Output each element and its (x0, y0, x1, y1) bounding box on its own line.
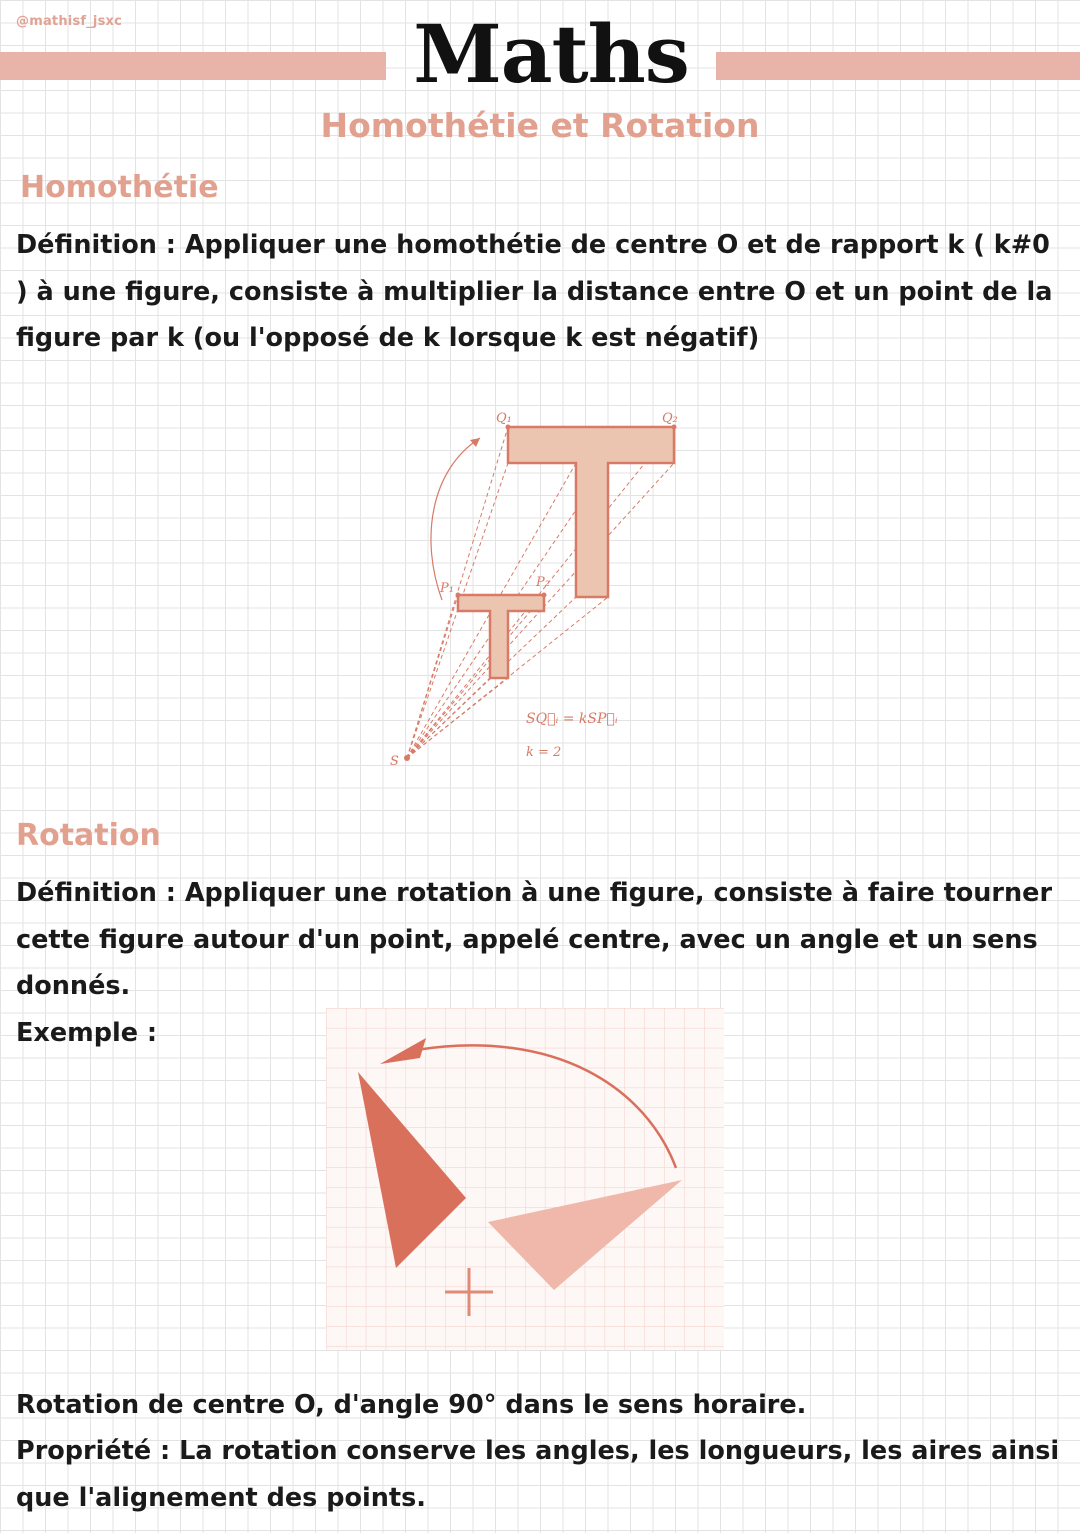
label-q1: Q₁ (496, 411, 512, 426)
curved-arrow-head (470, 438, 480, 447)
rotation-caption: Rotation de centre O, d'angle 90° dans le sens horaire. (16, 1390, 807, 1420)
homothety-figure (380, 400, 710, 780)
label-p1: P₁ (440, 581, 454, 596)
label-p2: P₂ (536, 575, 550, 590)
author-watermark: @mathisf_jsxc (16, 14, 123, 29)
ratio-label: k = 2 (526, 745, 562, 760)
vector-formula: SQ⃗ᵢ = kSP⃗ᵢ (526, 711, 618, 727)
rotation-property: Propriété : La rotation conserve les angles, les longueurs, les aires ainsi que l'alignement des points. (16, 1436, 1060, 1513)
curved-arrow (431, 438, 480, 600)
large-t-shape (508, 427, 674, 597)
page-subtitle: Homothétie et Rotation (320, 106, 760, 145)
header-bar-right (716, 52, 1080, 80)
header-bar-left (0, 52, 386, 80)
point-p2 (542, 593, 547, 598)
section-heading-homothetie: Homothétie (20, 170, 219, 205)
rotation-definition: Définition : Appliquer une rotation à une figure, consiste à faire tourner cette figure autour d'un point, appelé centre, avec un angle et un sens donnés. (16, 878, 1053, 1001)
page-title: Maths (413, 7, 689, 101)
example-label: Exemple : (16, 1018, 158, 1048)
label-q2: Q₂ (662, 411, 678, 426)
small-t-shape (458, 595, 544, 678)
rotation-figure (326, 1008, 724, 1350)
point-p1 (456, 593, 461, 598)
point-s (404, 755, 410, 761)
label-s: S (390, 754, 399, 769)
section-heading-rotation: Rotation (16, 818, 161, 853)
homothetie-definition: Définition : Appliquer une homothétie de centre O et de rapport k ( k#0 ) à une figure, consiste à multiplier la distance entre O et un point de la figure par k (ou l'opposé de k lorsque k est négatif) (16, 230, 1053, 353)
